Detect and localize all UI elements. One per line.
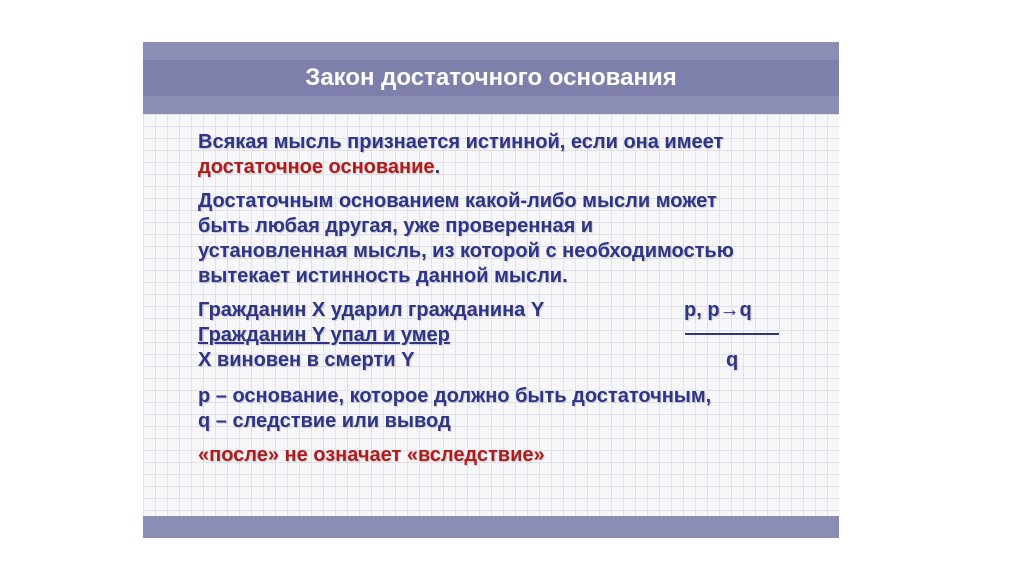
slide-body [198,130,838,477]
formula-divider [685,333,779,335]
definition-period: . [434,156,441,178]
formula-conclusion: q [726,349,739,371]
terms-line-1: р – основание, которое должно быть достаточным, [198,385,712,407]
title-bar [143,42,839,114]
explanation-line-3: установленная мысль, из которой с необходимостью [198,240,734,262]
explanation-line-1: Достаточным основанием какой-либо мысли может [198,190,717,212]
explanation-line-4: вытекает истинность данной мысли. [198,265,568,287]
definition-text: Всякая мысль признается истинной, если она имеет [198,131,724,153]
slide [143,42,839,538]
conclusion: X виновен в смерти Y [198,349,415,371]
explanation-paragraph [198,189,838,289]
syllogism-example [198,298,838,375]
terms-paragraph [198,384,838,434]
formula-premises: p, p→q [684,299,752,321]
explanation-line-2: быть любая другая, уже проверенная и [198,215,594,237]
definition-highlight: достаточное основание [198,156,435,178]
warning-text: «после» не означает «вследствие» [198,444,545,466]
slide-title: Закон достаточного основания [305,64,677,91]
bottom-bar [143,516,839,538]
terms-line-2: q – следствие или вывод [198,410,451,432]
premise-1: Гражданин X ударил гражданина Y [198,299,545,321]
definition-paragraph [198,130,838,180]
premise-2: Гражданин Y упал и умер [198,324,450,346]
